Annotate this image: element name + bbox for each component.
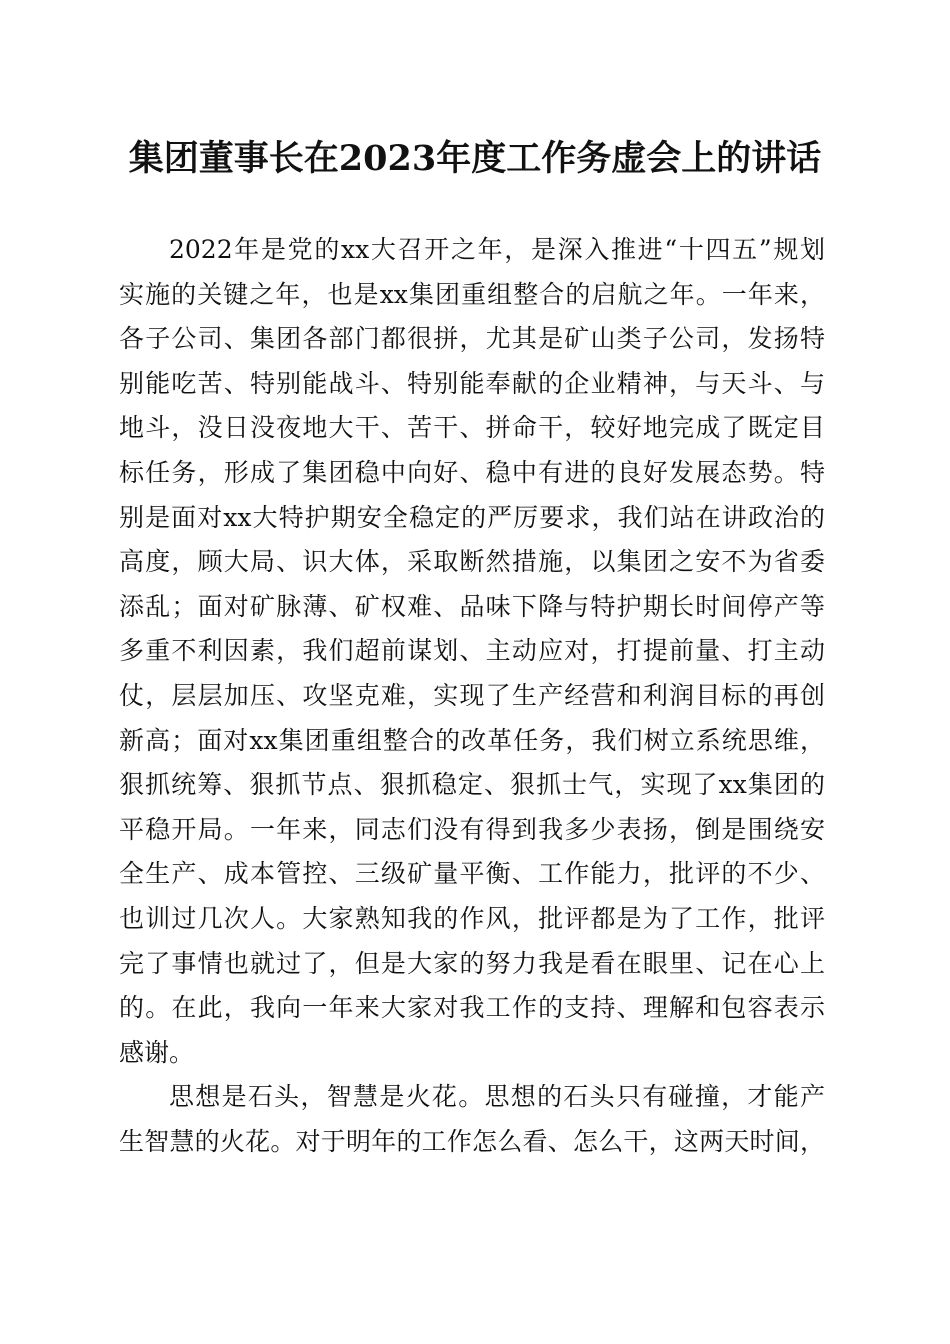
text-line: 感谢。 [119, 1037, 195, 1067]
text-line: 别能吃苦、特别能战斗、特别能奉献的企业精神，与天斗、与 [119, 368, 825, 398]
text-line: 地斗，没日没夜地大干、苦干、拼命干，较好地完成了既定目 [119, 413, 825, 443]
text-line: 2022年是党的xx大召开之年，是深入推进“十四五”规划 [169, 235, 825, 264]
text-line: 新高；面对xx集团重组整合的改革任务，我们树立系统思维， [119, 725, 825, 755]
text-line: 实施的关键之年，也是xx集团重组整合的启航之年。一年来， [119, 279, 825, 309]
text-line: 多重不利因素，我们超前谋划、主动应对，打提前量、打主动 [119, 636, 825, 666]
paragraph-1 [119, 228, 825, 1075]
text-line: 全生产、成本管控、三级矿量平衡、工作能力，批评的不少、 [119, 859, 825, 889]
text-line: 平稳开局。一年来，同志们没有得到我多少表扬，倒是围绕安 [119, 814, 825, 844]
text-line: 标任务，形成了集团稳中向好、稳中有进的良好发展态势。特 [119, 457, 825, 487]
text-line: 思想是石头，智慧是火花。思想的石头只有碰撞，才能产 [169, 1082, 825, 1112]
text-line: 完了事情也就过了，但是大家的努力我是看在眼里、记在心上 [119, 948, 825, 978]
text-line: 高度，顾大局、识大体，采取断然措施，以集团之安不为省委 [119, 547, 825, 577]
text-line: 也训过几次人。大家熟知我的作风，批评都是为了工作，批评 [119, 903, 825, 933]
text-line: 添乱；面对矿脉薄、矿权难、品味下降与特护期长时间停产等 [119, 591, 825, 621]
text-line: 各子公司、集团各部门都很拼，尤其是矿山类子公司，发扬特 [119, 324, 825, 354]
document-title: 集团董事长在2023年度工作务虚会上的讲话 [128, 138, 822, 179]
document-body [119, 228, 825, 1164]
text-line: 狠抓统筹、狠抓节点、狠抓稳定、狠抓士气，实现了xx集团的 [119, 770, 825, 800]
text-line: 生智慧的火花。对于明年的工作怎么看、怎么干，这两天时间， [119, 1126, 825, 1156]
text-line: 的。在此，我向一年来大家对我工作的支持、理解和包容表示 [119, 993, 825, 1023]
text-line: 仗，层层加压、攻坚克难，实现了生产经营和利润目标的再创 [119, 680, 825, 710]
text-line: 别是面对xx大特护期安全稳定的严厉要求，我们站在讲政治的 [119, 502, 825, 532]
paragraph-2 [119, 1075, 825, 1164]
